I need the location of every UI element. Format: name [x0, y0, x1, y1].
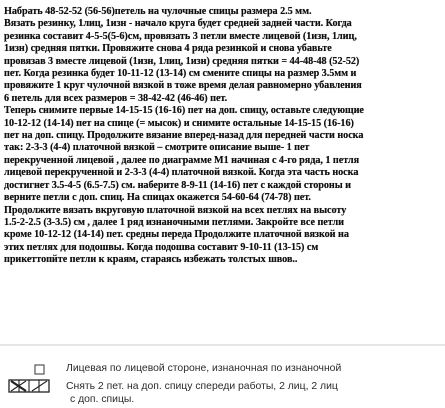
section-divider	[0, 344, 445, 346]
legend-text-line: Снять 2 пет. на доп. спицу спереди работы, 2 лиц, 2 лиц	[66, 381, 338, 392]
instruction-line: так: 2-3-3 (4-4) платочной вязкой – смотрите описание выше- 1 пет	[4, 142, 310, 154]
instruction-line: Набрать 48-52-52 (56-56)петель на чулочные спицы размера 2.5 мм.	[4, 6, 312, 17]
instruction-line: Продолжите вязать вкруговую платочной вязкой на всех петлях на высоту	[4, 204, 347, 216]
instruction-line: этих петлях для подошвы. Когда подошва составит 9-10-11 (13-15) см	[4, 241, 319, 253]
instruction-line: верните петли с доп. спиц. На спицах окажется 54-60-64 (74-78) пет.	[4, 192, 311, 204]
legend-item-knit	[0, 362, 445, 378]
cable-cross-icon	[8, 378, 52, 398]
instruction-line: кроме 10-12-12 (14-14) пет. средны переда Продолжите платочной вязкой на	[4, 229, 349, 241]
instruction-line: Теперь снимите первые 14-15-15 (16-16) пет на доп. спицу, оставьте следующие	[4, 105, 364, 117]
instruction-line: провяжите 1 круг чулочной вязкой в тоже время делая равномерно убавления	[4, 80, 362, 92]
legend-text: Лицевая по лицевой стороне, изнаночная по изнаночной	[66, 363, 342, 374]
legend-text	[66, 381, 338, 406]
instruction-line: резинка составит 4-5-5(5-6)см, провязать 3 петли вместе лицевой (1изн, 1лиц,	[4, 30, 357, 42]
chart-legend	[0, 352, 445, 408]
instruction-line: провязав 3 вместе лицевой (1изн, 1лиц, 1изн) средняя пятки = 44-48-48 (52-52)	[4, 55, 360, 67]
legend-item-cable	[0, 378, 445, 408]
instruction-line: лицевой перекрученной и 2-3-3 (4-4) платочной вязкой. Когда эта часть носка	[4, 167, 359, 179]
legend-text-continuation: с доп. спицы.	[70, 393, 135, 405]
instruction-line: Вязать резинку, 1лиц, 1изн - начало круга будет средней задней части. Когда	[4, 18, 352, 30]
instruction-line: 1.5-2-2.5 (3-3.5) см , далее 1 ряд изнаночными петлями. Закройте все петли	[4, 216, 344, 228]
instruction-line: перекрученной лицевой , далее по диаграмме М1 начиная с 4-го ряда, 1 петля	[4, 154, 360, 166]
instruction-line: достигнет 3.5-4-5 (6.5-7.5) см. наберите 8-9-11 (14-16) пет с каждой стороны и	[4, 179, 351, 191]
square-outline-icon	[8, 362, 52, 378]
instruction-line: прикеттопйте петли к краям, стараясь избежать толстых швов..	[4, 254, 298, 266]
instruction-line: 10-12-12 (14-14) пет на спице (= мысок) и снимите остальные 14-15-15 (16-16)	[4, 117, 354, 129]
knitting-instructions	[4, 6, 440, 328]
instruction-line: пет. Когда резинка будет 10-11-12 (13-14) см смените спицы на размер 3.5мм и	[4, 68, 357, 80]
instruction-line: 1изн) средняя пятки. Провяжите снова 4 ряда резинкой и снова убавьте	[4, 43, 332, 55]
instruction-line: 6 петель для всех размеров = 38-42-42 (46-46) пет.	[4, 92, 228, 104]
instruction-line: пет на доп. спицу. Продолжите вязание вперед-назад для передней части носка	[4, 130, 364, 142]
